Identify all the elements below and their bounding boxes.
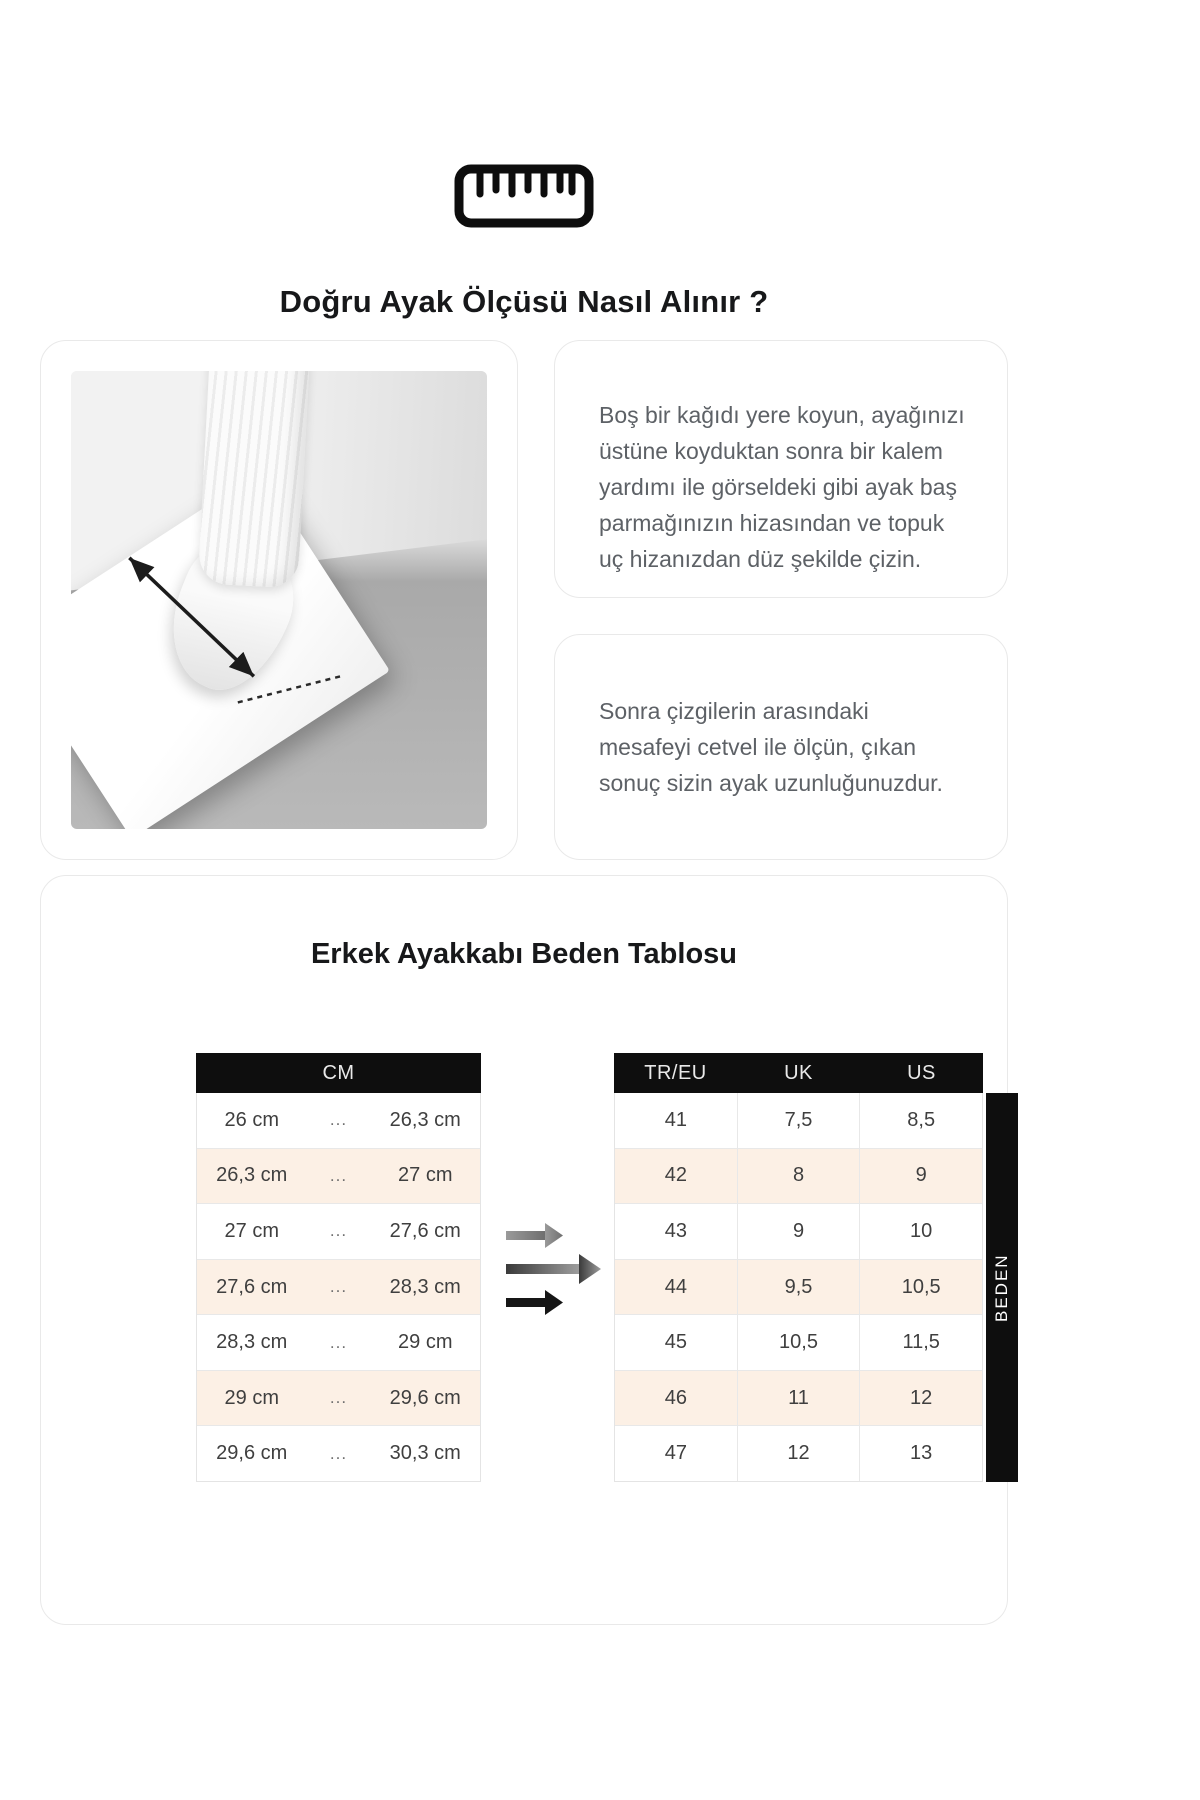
cm-table-row — [197, 1314, 480, 1370]
size-cell: 43 — [664, 1219, 687, 1242]
cm-cell: 29 cm — [224, 1386, 279, 1409]
cm-cell: 29,6 cm — [389, 1386, 461, 1409]
cm-cell: ... — [329, 1332, 348, 1352]
cm-table — [196, 1053, 481, 1482]
cm-cell: 27 cm — [224, 1219, 279, 1242]
cm-table-row — [197, 1259, 480, 1315]
size-table-header-tr-eu: TR/EU — [644, 1061, 707, 1084]
triple-right-arrows-icon — [504, 1221, 604, 1317]
cm-table-row — [197, 1203, 480, 1259]
size-cell: 10,5 — [859, 1260, 982, 1315]
cm-cell: 27 cm — [398, 1164, 453, 1187]
cm-cell: 29,6 cm — [216, 1442, 288, 1465]
size-cell: 44 — [664, 1275, 687, 1298]
size-table-header-us: US — [907, 1061, 936, 1084]
size-cell: 46 — [664, 1386, 687, 1409]
size-cell: 10 — [859, 1204, 982, 1259]
cm-cell: 26,3 cm — [216, 1164, 288, 1187]
cm-cell: 29 cm — [398, 1331, 453, 1354]
measurement-photo-card — [40, 340, 518, 860]
cm-cell: 27,6 cm — [216, 1275, 288, 1298]
size-cell: 47 — [664, 1442, 687, 1465]
size-cell: 9 — [737, 1204, 860, 1259]
size-cell: 42 — [664, 1164, 687, 1187]
cm-cell: 26,3 cm — [389, 1108, 461, 1131]
size-table-header-uk: UK — [784, 1061, 813, 1084]
size-cell: 13 — [859, 1426, 982, 1481]
cm-cell: ... — [329, 1110, 348, 1130]
cm-cell: ... — [329, 1165, 348, 1185]
cm-table-header: CM — [196, 1053, 481, 1093]
cm-cell: 27,6 cm — [389, 1219, 461, 1242]
instruction-text-1: Boş bir kağıdı yere koyun, ayağınızı üstüne koyduktan sonra bir kalem yardımı ile görseldeki gibi ayak baş parmağınızın hizasından ve topuk uç hizanızdan düz şekilde çizin. — [599, 402, 965, 572]
size-table-row — [615, 1203, 982, 1259]
cm-cell: 26 cm — [224, 1108, 279, 1131]
instruction-card-2 — [554, 634, 1008, 860]
cm-table-row — [197, 1370, 480, 1426]
size-cell: 45 — [664, 1331, 687, 1354]
cm-cell: ... — [329, 1388, 348, 1408]
size-table-row — [615, 1314, 982, 1370]
beden-side-label: BEDEN — [986, 1093, 1018, 1482]
size-cell: 41 — [664, 1108, 687, 1131]
size-cell: 7,5 — [737, 1093, 860, 1148]
foot-measurement-photo — [71, 371, 487, 829]
size-cell: 9,5 — [737, 1260, 860, 1315]
cm-cell: 30,3 cm — [389, 1442, 461, 1465]
size-table — [614, 1053, 983, 1482]
size-table-row — [615, 1425, 982, 1481]
size-cell: 11 — [737, 1371, 860, 1426]
size-table-row — [615, 1148, 982, 1204]
cm-cell: 28,3 cm — [389, 1275, 461, 1298]
cm-table-rows — [196, 1093, 481, 1482]
cm-cell: ... — [329, 1221, 348, 1241]
instruction-text-2: Sonra çizgilerin arasındaki mesafeyi cetvel ile ölçün, çıkan sonuç sizin ayak uzunluğunuzdur. — [599, 698, 943, 796]
size-table-row — [615, 1259, 982, 1315]
size-cell: 12 — [737, 1426, 860, 1481]
size-table-header — [614, 1053, 983, 1093]
size-cell: 8,5 — [859, 1093, 982, 1148]
size-cell: 10,5 — [737, 1315, 860, 1370]
measurement-arrow-icon — [71, 371, 487, 829]
size-cell: 8 — [737, 1149, 860, 1204]
size-table-rows — [614, 1093, 983, 1482]
size-table-row — [615, 1370, 982, 1426]
cm-cell: 28,3 cm — [216, 1331, 288, 1354]
page-title: Doğru Ayak Ölçüsü Nasıl Alınır ? — [279, 284, 769, 319]
instruction-card-1 — [554, 340, 1008, 598]
cm-cell: ... — [329, 1443, 348, 1463]
size-cell: 12 — [859, 1371, 982, 1426]
cm-table-row — [197, 1148, 480, 1204]
size-cell: 11,5 — [859, 1315, 982, 1370]
size-table-row — [615, 1093, 982, 1148]
size-cell: 9 — [859, 1149, 982, 1204]
size-chart-title: Erkek Ayakkabı Beden Tablosu — [310, 938, 738, 970]
cm-cell: ... — [329, 1277, 348, 1297]
size-chart-card — [40, 875, 1011, 1625]
cm-table-row — [197, 1093, 480, 1148]
ruler-icon — [454, 164, 594, 228]
cm-table-row — [197, 1425, 480, 1481]
